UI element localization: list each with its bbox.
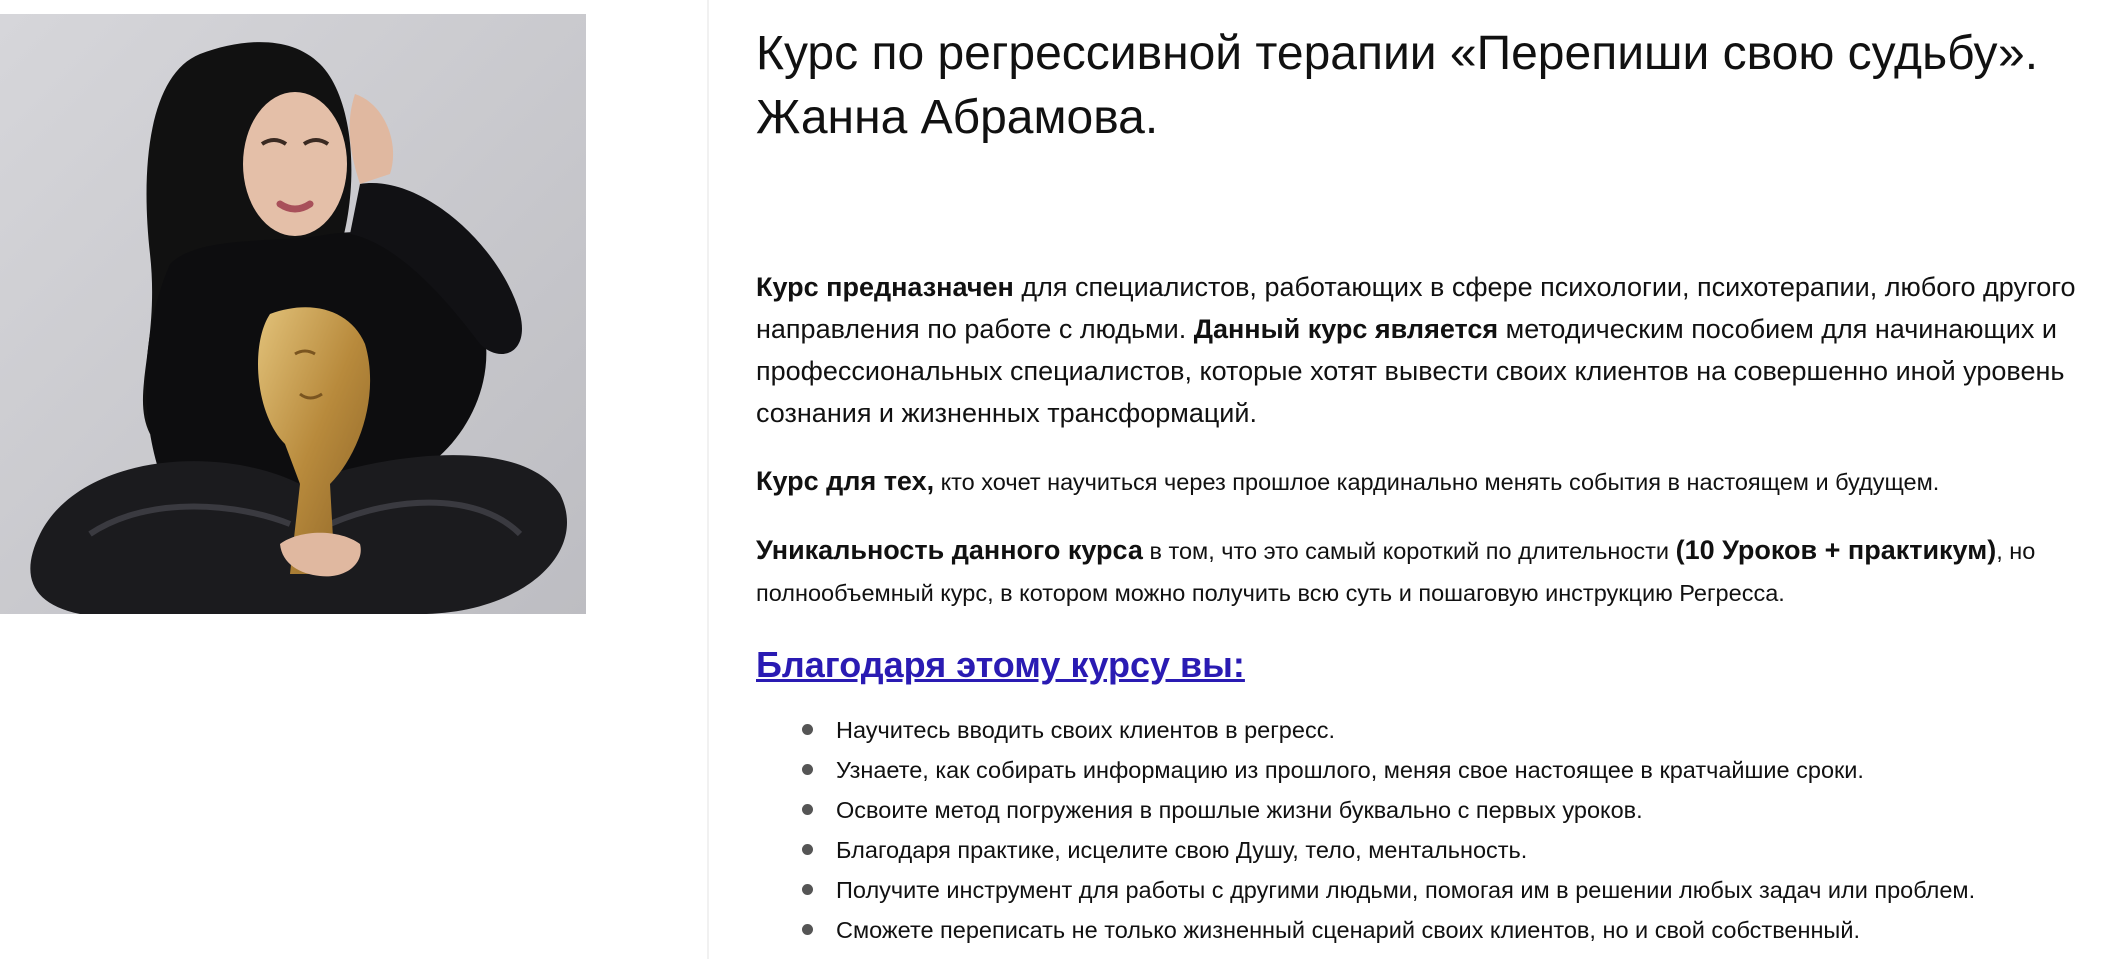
intro-text-1: для специалистов, работающих в сфере психологии, психотерапии, любого другого направления по работе с людьми. <box>756 272 2076 344</box>
page-title: Курс по регрессивной терапии «Перепиши свою судьбу». Жанна Абрамова. <box>756 27 2039 144</box>
benefit-item: Освоите метод погружения в прошлые жизни буквально с первых уроков. <box>802 790 2096 830</box>
author-photo <box>0 14 586 614</box>
benefit-item: Узнаете, как собирать информацию из прошлого, меняя свое настоящее в кратчайшие сроки. <box>802 750 2096 790</box>
benefits-heading-link[interactable]: Благодаря этому курсу вы: <box>756 644 1245 685</box>
uniqueness-text-2: , но полнообъемный курс, в котором можно получить всю суть и пошаговую инструкцию Регресса. <box>756 538 2036 606</box>
main-content <box>756 22 2096 950</box>
uniqueness-text-1: в том, что это самый короткий по длительности <box>1142 538 1676 564</box>
intro-paragraph <box>756 266 2096 434</box>
uniqueness-paragraph <box>756 529 2096 614</box>
benefit-item: Научитесь вводить своих клиентов в регресс. <box>802 710 2096 750</box>
author-portrait-image <box>0 14 586 614</box>
benefits-list <box>756 710 2096 950</box>
for-whom-bold: Курс для тех, <box>756 466 935 496</box>
column-divider <box>707 0 709 959</box>
uniqueness-bold-1: Уникальность данного курса <box>756 535 1143 565</box>
benefit-item: Получите инструмент для работы с другими людьми, помогая им в решении любых задач или проблем. <box>802 870 2096 910</box>
uniqueness-bold-2: (10 Уроков + практикум) <box>1675 535 1997 565</box>
intro-bold-1: Курс предназначен <box>756 272 1014 302</box>
intro-text-2: методическим пособием для начинающих и профессиональных специалистов, которые хотят вывести своих клиентов на совершенно иной уровень сознания и жизненных трансформаций. <box>756 314 2065 428</box>
benefit-item: Благодаря практике, исцелите свою Душу, тело, ментальность. <box>802 830 2096 870</box>
for-whom-text: кто хочет научиться через прошлое кардинально менять события в настоящем и будущем. <box>934 469 1940 495</box>
for-whom-paragraph <box>756 460 2096 503</box>
intro-bold-2: Данный курс является <box>1193 314 1499 344</box>
benefit-item: Сможете переписать не только жизненный сценарий своих клиентов, но и свой собственный. <box>802 910 2096 950</box>
